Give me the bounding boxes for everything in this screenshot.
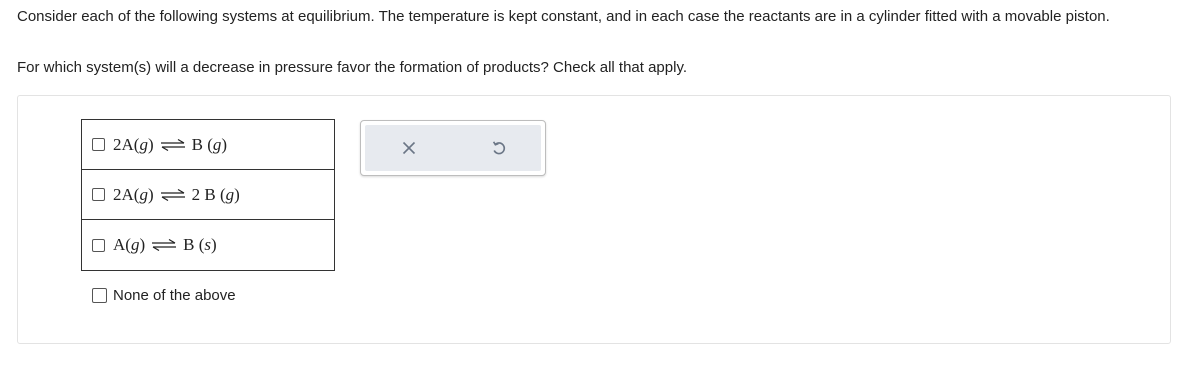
equation: A ( g ) B ( s ) [113,235,217,254]
equation: 2 A ( g ) B ( g ) [113,134,228,154]
product: B [191,134,203,154]
x-icon [402,141,416,155]
equation: 2 A ( g ) 2 B ( g ) [113,184,240,204]
reactant-coef: 2 [113,134,122,154]
none-of-the-above-label: None of the above [113,287,236,304]
checkbox[interactable] [92,188,105,201]
choice-row[interactable] [82,220,334,270]
checkbox[interactable] [92,138,105,151]
reactant-state: g [130,235,140,254]
undo-button[interactable] [487,136,511,160]
reactant: A [121,134,134,154]
reactant-state: g [139,184,148,204]
reactant-state: g [139,134,148,154]
product-state: g [212,134,222,154]
clear-button[interactable] [397,136,421,160]
checkbox[interactable] [92,239,105,252]
product-coef: 2 [191,184,201,204]
reactant-coef: 2 [113,184,122,204]
choice-row[interactable] [82,120,334,170]
equilibrium-arrow-icon [160,189,186,201]
undo-icon [491,140,507,156]
answer-tools-inner [365,125,541,171]
question-text: Consider each of the following systems at equilibrium. The temperature is kept constant, and in each case the reactants are in a cylinder fitted with a movable piston. [17,8,1110,25]
choice-row[interactable] [82,170,334,220]
answer-tools [360,120,546,176]
none-of-the-above-option[interactable] [92,287,236,304]
equilibrium-arrow-icon [151,239,177,251]
equilibrium-arrow-icon [160,139,186,151]
product-state: g [225,184,235,204]
product-state: s [204,235,212,254]
checkbox[interactable] [92,288,107,303]
product: B [183,235,195,254]
reactant: A [113,235,126,254]
product: B [204,184,216,204]
choice-table [81,119,335,271]
question-instruction: For which system(s) will a decrease in pressure favor the formation of products? Check all that apply. [17,59,688,76]
reactant: A [121,184,134,204]
